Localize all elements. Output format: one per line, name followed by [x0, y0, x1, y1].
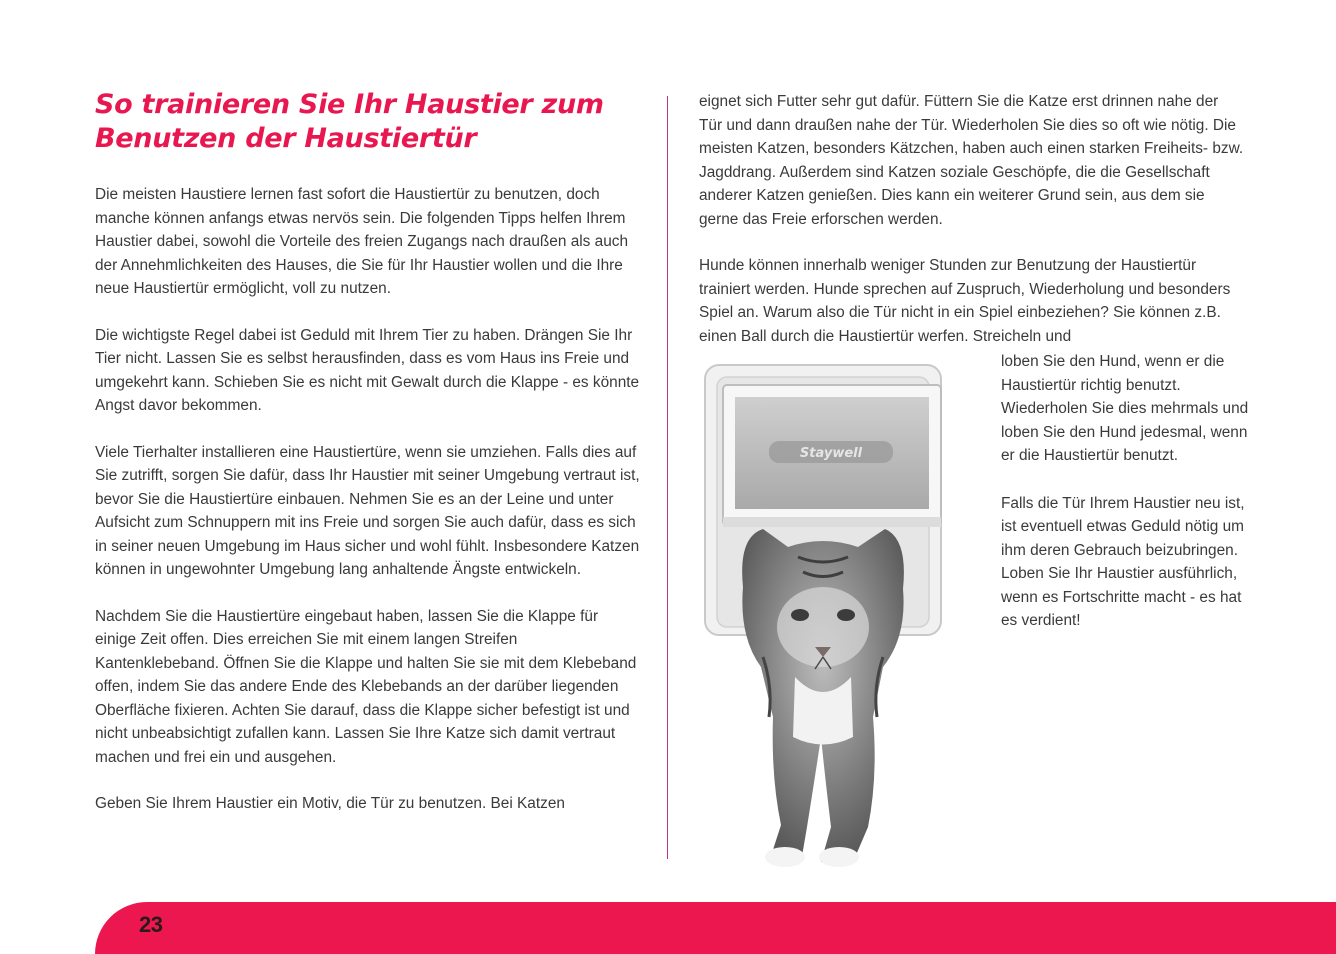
paragraph: eignet sich Futter sehr gut dafür. Füttern Sie die Katze erst drinnen nahe der Tür und dann draußen nahe der Tür. Wiederholen Sie dies so oft wie nötig. Die meisten Katzen, besonders Kätzchen, haben auch einen starken Freiheits- bzw. Jagddrang. Außerdem sind Katzen soziale Geschöpfe, die die Gesellschaft anderer Katzen genießen. Dies kann ein weiterer Grund sein, aus dem sie gerne das Freie erforschen werden.	[699, 93, 1244, 228]
paragraph: loben Sie den Hund, wenn er die Haustiertür richtig benutzt. Wiederholen Sie dies mehrmals und loben Sie den Hund jedesmal, wenn er die Haustiertür benutzt.	[1001, 353, 1249, 464]
paragraph: Die meisten Haustiere lernen fast sofort die Haustiertür zu benutzen, doch manche können anfangs etwas nervös sein. Die folgenden Tipps helfen Ihrem Haustier dabei, sowohl die Vorteile des freien Zugangs nach draußen als auch der Annehmlichkeiten des Hauses, die Sie für Ihr Haustier wollen und die Ihre neue Haustiertür ermöglicht, voll zu nutzen.	[95, 186, 629, 297]
paragraph: Falls die Tür Ihrem Haustier neu ist, ist eventuell etwas Geduld nötig um ihm deren Gebrauch beizubringen. Loben Sie Ihr Haustier ausführlich, wenn es Fortschritte macht - es hat es verdient!	[1001, 494, 1245, 629]
paragraph: Hunde können innerhalb weniger Stunden zur Benutzung der Haustiertür trainiert werden. Hunde sprechen auf Zuspruch, Wiederholung und besonders Spiel an. Warum also die Tür nicht in ein Spiel einbeziehen? Sie können z.B. einen Ball durch die Haustiertür werfen. Streicheln und	[699, 257, 1231, 345]
cat-pet-door-photo	[703, 357, 945, 870]
page-title: So trainieren Sie Ihr Haustier zum Benutzen der Haustiertür	[95, 89, 604, 154]
paragraph: Viele Tierhalter installieren eine Haustiertüre, wenn sie umziehen. Falls dies auf Sie zutrifft, sorgen Sie dafür, dass Ihr Haustier mit seiner Umgebung vertraut ist, bevor Sie die Haustiertüre einbauen. Nehmen Sie es an der Leine und unter Aufsicht zum Schnuppern mit ins Freie und sorgen Sie auch dafür, dass es sich in seiner neuen Umgebung im Haus sicher und wohl fühlt. Insbesondere Katzen können in ungewohnter Umgebung lang anhaltende Ängste entwickeln.	[95, 443, 640, 578]
paragraph: Die wichtigste Regel dabei ist Geduld mit Ihrem Tier zu haben. Drängen Sie Ihr Tier nicht. Lassen Sie es selbst herausfinden, dass es vom Haus ins Freie und umgekehrt kann. Schieben Sie es nicht mit Gewalt durch die Klappe - es könnte Angst davor bekommen.	[95, 326, 640, 414]
right-column	[699, 90, 1244, 371]
paragraph: Geben Sie Ihrem Haustier ein Motiv, die Tür zu benutzen. Bei Katzen	[95, 795, 565, 812]
staywell-logo: Staywell	[799, 446, 863, 461]
left-column	[95, 183, 640, 839]
page-number: 23	[139, 912, 163, 937]
paragraph: Nachdem Sie die Haustiertüre eingebaut haben, lassen Sie die Klappe für einige Zeit offen. Dies erreichen Sie mit einem langen Streifen Kantenklebeband. Öffnen Sie die Klappe und halten Sie sie mit dem Klebeband offen, indem Sie das andere Ende des Klebebands an der darüber liegenden Oberfläche fixieren. Achten Sie darauf, dass die Klappe sicher befestigt ist und nicht unbeabsichtigt zufallen kann. Lassen Sie Ihre Katze sich damit vertraut machen und frei ein und ausgehen.	[95, 607, 637, 766]
side-text	[1001, 350, 1251, 656]
column-divider	[667, 96, 668, 859]
footer-bar	[95, 902, 1336, 954]
